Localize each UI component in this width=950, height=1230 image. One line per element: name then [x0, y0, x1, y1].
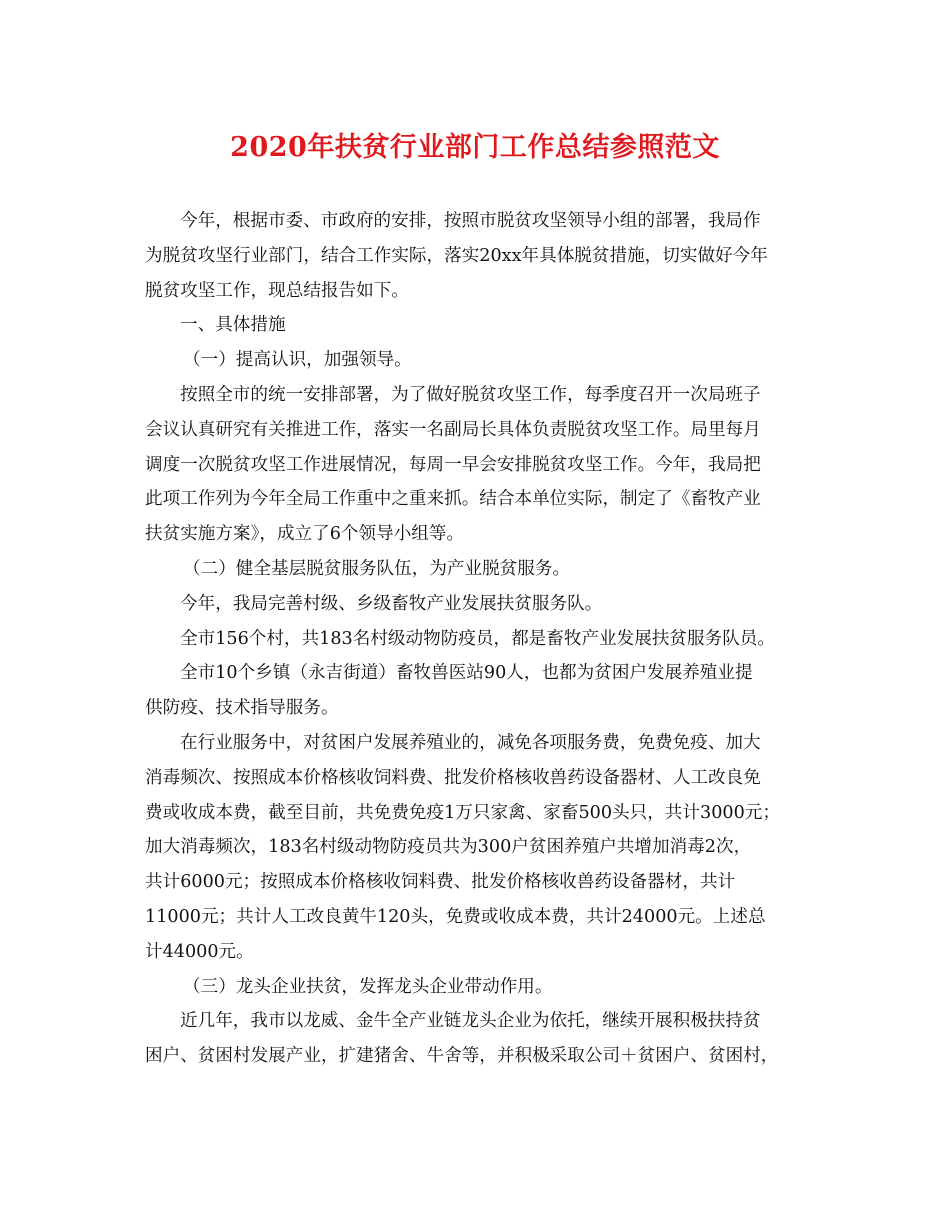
paragraph-line: 加大消毒频次，183名村级动物防疫员共为300户贫困养殖户共增加消毒2次，	[145, 837, 752, 858]
paragraph-line: 供防疫、技术指导服务。	[145, 698, 339, 719]
subsection-heading: （二）健全基层脱贫服务队伍，为产业脱贫服务。	[183, 558, 571, 579]
paragraph-line: 为脱贫攻坚行业部门，结合工作实际，落实20xx年具体脱贫措施，切实做好今年	[145, 245, 768, 266]
paragraph-line: 今年，我局完善村级、乡级畜牧产业发展扶贫服务队。	[180, 593, 603, 614]
subsection-heading: （三）龙头企业扶贫，发挥龙头企业带动作用。	[183, 976, 553, 997]
paragraph-line: 此项工作列为今年全局工作重中之重来抓。结合本单位实际，制定了《畜牧产业	[145, 489, 761, 510]
paragraph-line: 按照全市的统一安排部署，为了做好脱贫攻坚工作，每季度召开一次局班子	[180, 384, 761, 405]
paragraph-line: 会议认真研究有关推进工作，落实一名副局长具体负责脱贫攻坚工作。局里每月	[145, 419, 761, 440]
paragraph-line: 近几年，我市以龙威、金牛全产业链龙头企业为依托，继续开展积极扶持贫	[180, 1011, 761, 1032]
paragraph-line: 消毒频次、按照成本价格核收饲料费、批发价格核收兽药设备器材、人工改良免	[145, 767, 761, 788]
document-title: 2020年扶贫行业部门工作总结参照范文	[230, 132, 720, 163]
paragraph-line: 费或收成本费，截至目前，共免费免疫1万只家禽、家畜500头只，共计3000元；	[145, 802, 780, 823]
paragraph-line: 调度一次脱贫攻坚工作进展情况，每周一早会安排脱贫攻坚工作。今年，我局把	[145, 454, 761, 475]
paragraph-line: 计44000元。	[145, 941, 254, 962]
paragraph-line: 11000元；共计人工改良黄牛120头，免费或收成本费，共计24000元。上述总	[145, 906, 766, 927]
paragraph-line: 脱贫攻坚工作，现总结报告如下。	[145, 280, 409, 301]
paragraph-line: 全市10个乡镇（永吉街道）畜牧兽医站90人，也都为贫困户发展养殖业提	[180, 663, 753, 684]
paragraph-line: 共计6000元；按照成本价格核收饲料费、批发价格核收兽药设备器材，共计	[145, 872, 736, 893]
paragraph-line: 困户、贫困村发展产业，扩建猪舍、牛舍等，并积极采取公司＋贫困户、贫困村，	[145, 1046, 779, 1067]
paragraph-line: 在行业服务中，对贫困户发展养殖业的，减免各项服务费，免费免疫、加大	[180, 732, 761, 753]
paragraph-line: 全市156个村，共183名村级动物防疫员，都是畜牧产业发展扶贫服务队员。	[180, 628, 775, 649]
paragraph-line: 扶贫实施方案》，成立了6个领导小组等。	[145, 524, 465, 545]
section-heading: 一、具体措施	[180, 315, 286, 336]
paragraph-line: 今年，根据市委、市政府的安排，按照市脱贫攻坚领导小组的部署，我局作	[180, 211, 761, 231]
document-body	[145, 204, 807, 1074]
subsection-heading: （一）提高认识，加强领导。	[183, 350, 412, 371]
